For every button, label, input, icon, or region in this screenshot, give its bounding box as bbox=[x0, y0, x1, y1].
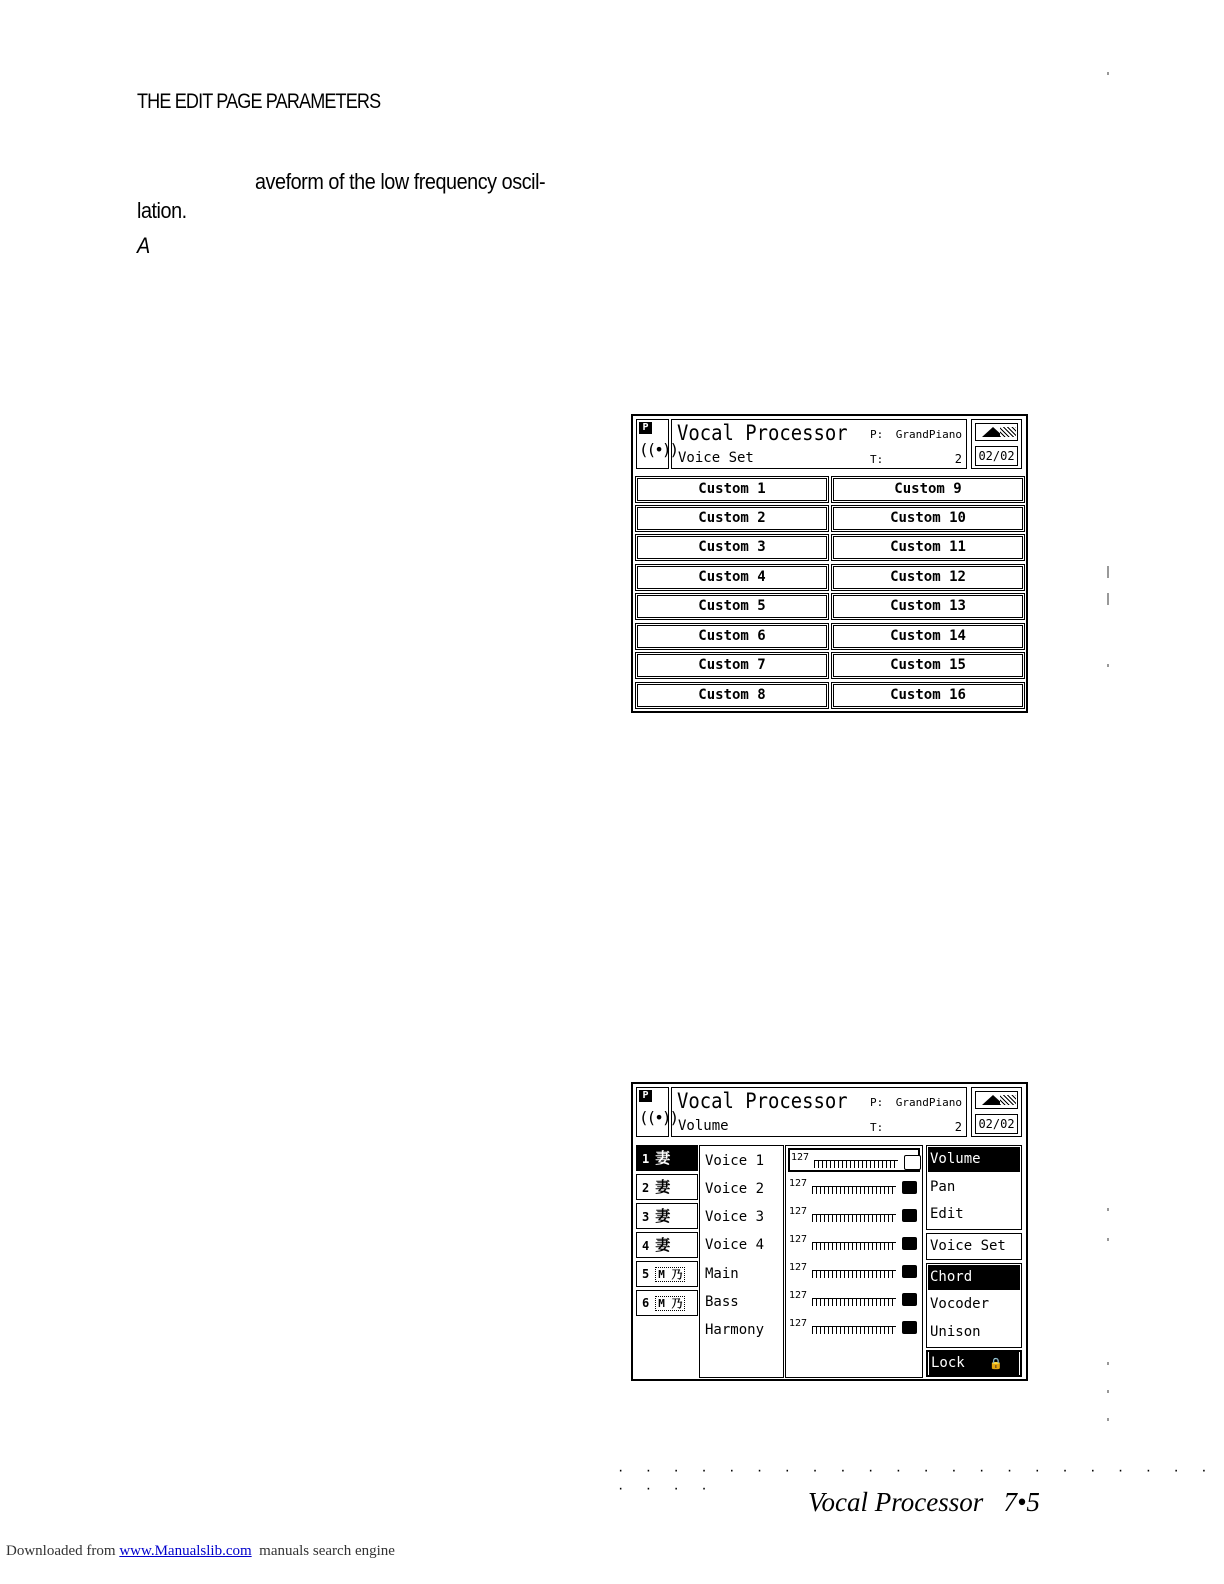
mode-menu bbox=[926, 1263, 1022, 1348]
page-subtitle: Volume bbox=[678, 1118, 729, 1134]
performance-value: GrandPiano bbox=[895, 1096, 962, 1109]
slider-scale bbox=[812, 1270, 896, 1278]
lock-label-row bbox=[929, 1352, 1019, 1375]
custom-button[interactable]: Custom 13 bbox=[831, 593, 1025, 620]
lcd-screen-volume bbox=[631, 1082, 1028, 1381]
performance-label: P: bbox=[870, 1096, 884, 1109]
edge-mark bbox=[1107, 72, 1109, 75]
download-prefix: Downloaded from bbox=[6, 1543, 120, 1559]
vocal-waves-icon: ((•)) bbox=[639, 1108, 678, 1127]
menu-item-pan[interactable]: Pan bbox=[930, 1179, 956, 1195]
volume-sliders bbox=[785, 1145, 923, 1378]
volume-slider[interactable] bbox=[788, 1148, 920, 1172]
main-track-icon: M 乃 bbox=[655, 1267, 685, 1282]
track-button[interactable] bbox=[636, 1232, 698, 1258]
custom-button[interactable]: Custom 9 bbox=[831, 476, 1025, 503]
track-button[interactable] bbox=[636, 1145, 698, 1171]
track-number: 6 bbox=[642, 1296, 650, 1310]
download-suffix: manuals search engine bbox=[251, 1543, 395, 1559]
lock-label: Lock bbox=[931, 1355, 965, 1371]
custom-button[interactable]: Custom 12 bbox=[831, 564, 1025, 591]
display-logo bbox=[636, 419, 678, 469]
edge-mark bbox=[1107, 593, 1109, 605]
manualslib-link[interactable]: www.Manualslib.com bbox=[119, 1543, 252, 1559]
p-badge: P bbox=[639, 422, 652, 434]
page-footer: Vocal Processor 7•5 bbox=[808, 1487, 1040, 1517]
channel-names bbox=[699, 1145, 784, 1378]
lock-icon: 🔒 bbox=[989, 1357, 1003, 1370]
slider-knob[interactable] bbox=[902, 1265, 917, 1278]
slider-scale bbox=[812, 1214, 896, 1222]
vocal-waves-icon: ((•)) bbox=[639, 440, 678, 459]
custom-button[interactable]: Custom 8 bbox=[635, 682, 829, 709]
slider-scale bbox=[812, 1186, 896, 1194]
custom-button[interactable]: Custom 1 bbox=[635, 476, 829, 503]
custom-button[interactable]: Custom 16 bbox=[831, 682, 1025, 709]
volume-value: 127 bbox=[789, 1262, 808, 1273]
voice-track-icon: 妻 bbox=[655, 1236, 671, 1254]
display-header bbox=[671, 1087, 967, 1137]
lcd-screen-voice-set bbox=[631, 414, 1028, 713]
custom-button[interactable]: Custom 14 bbox=[831, 623, 1025, 650]
custom-button[interactable]: Custom 11 bbox=[831, 534, 1025, 561]
channel-name: Voice 1 bbox=[705, 1153, 765, 1169]
slider-scale bbox=[814, 1160, 898, 1168]
track-label: T: bbox=[870, 1121, 884, 1134]
voice-set-button[interactable] bbox=[926, 1233, 1022, 1260]
page-title: Vocal Processor bbox=[677, 421, 848, 445]
channel-name: Voice 3 bbox=[705, 1209, 765, 1225]
display-logo bbox=[636, 1087, 678, 1137]
edge-mark bbox=[1107, 1362, 1109, 1365]
custom-button[interactable]: Custom 4 bbox=[635, 564, 829, 591]
volume-slider[interactable] bbox=[788, 1260, 920, 1284]
voice-track-icon: 妻 bbox=[655, 1178, 671, 1196]
p-badge: P bbox=[639, 1090, 652, 1102]
custom-button[interactable]: Custom 7 bbox=[635, 652, 829, 679]
volume-slider[interactable] bbox=[788, 1204, 920, 1228]
edge-mark bbox=[1107, 1208, 1109, 1211]
volume-slider[interactable] bbox=[788, 1232, 920, 1256]
download-credit bbox=[6, 1543, 395, 1560]
page-navigator[interactable] bbox=[971, 419, 1022, 469]
menu-item-edit[interactable]: Edit bbox=[930, 1206, 964, 1222]
track-number: 2 bbox=[642, 1181, 650, 1195]
track-button[interactable] bbox=[636, 1203, 698, 1229]
volume-value: 127 bbox=[789, 1178, 808, 1189]
main-track-icon: M 乃 bbox=[655, 1296, 685, 1311]
track-number: 1 bbox=[642, 1152, 650, 1166]
edge-mark bbox=[1107, 1418, 1109, 1421]
page-title: Vocal Processor bbox=[677, 1089, 848, 1113]
volume-slider[interactable] bbox=[788, 1316, 920, 1340]
edge-mark bbox=[1107, 566, 1109, 578]
performance-value: GrandPiano bbox=[895, 428, 962, 441]
track-number: 4 bbox=[642, 1239, 650, 1253]
performance-label: P: bbox=[870, 428, 884, 441]
edge-mark bbox=[1107, 1238, 1109, 1241]
slider-knob[interactable] bbox=[902, 1181, 917, 1194]
voice-set-label: Voice Set bbox=[930, 1238, 1006, 1254]
slider-scale bbox=[812, 1298, 896, 1306]
volume-slider[interactable] bbox=[788, 1288, 920, 1312]
custom-button[interactable]: Custom 5 bbox=[635, 593, 829, 620]
volume-value: 127 bbox=[789, 1206, 808, 1217]
track-button[interactable] bbox=[636, 1261, 698, 1287]
channel-name: Main bbox=[705, 1266, 739, 1282]
track-value: 2 bbox=[954, 452, 962, 466]
edge-mark bbox=[1107, 1390, 1109, 1393]
slider-scale bbox=[812, 1326, 896, 1334]
slider-knob[interactable] bbox=[904, 1155, 921, 1170]
body-text-line: lation. bbox=[137, 198, 187, 223]
page-up-icon[interactable] bbox=[975, 423, 1018, 441]
page-up-icon[interactable] bbox=[975, 1091, 1018, 1109]
slider-knob[interactable] bbox=[902, 1321, 917, 1334]
slider-knob[interactable] bbox=[902, 1209, 917, 1222]
page-navigator[interactable] bbox=[971, 1087, 1022, 1137]
slider-knob[interactable] bbox=[902, 1293, 917, 1306]
page-indicator: 02/02 bbox=[975, 446, 1018, 466]
custom-button[interactable]: Custom 6 bbox=[635, 623, 829, 650]
custom-button[interactable]: Custom 3 bbox=[635, 534, 829, 561]
custom-button[interactable]: Custom 2 bbox=[635, 505, 829, 532]
edge-mark bbox=[1107, 664, 1109, 667]
volume-value: 127 bbox=[791, 1152, 810, 1163]
channel-name: Harmony bbox=[705, 1322, 765, 1338]
footer-dots: · · · · · · · · · · · · · · · · · · · · · · · · · · bbox=[618, 1462, 1216, 1497]
lock-button[interactable] bbox=[926, 1350, 1022, 1377]
volume-value: 127 bbox=[789, 1234, 808, 1245]
track-value: 2 bbox=[954, 1120, 962, 1134]
custom-button[interactable]: Custom 15 bbox=[831, 652, 1025, 679]
body-text-line: A bbox=[137, 233, 150, 258]
menu-item-vocoder[interactable]: Vocoder bbox=[930, 1296, 990, 1312]
slider-knob[interactable] bbox=[902, 1237, 917, 1250]
page-indicator: 02/02 bbox=[975, 1114, 1018, 1134]
menu-item-volume[interactable]: Volume bbox=[928, 1147, 1020, 1172]
voice-track-icon: 妻 bbox=[655, 1207, 671, 1225]
parameter-menu bbox=[926, 1145, 1022, 1230]
body-text-line: aveform of the low frequency oscil- bbox=[255, 169, 546, 194]
track-button[interactable] bbox=[636, 1174, 698, 1200]
slider-scale bbox=[812, 1242, 896, 1250]
custom-button[interactable]: Custom 10 bbox=[831, 505, 1025, 532]
channel-name: Voice 2 bbox=[705, 1181, 765, 1197]
volume-slider[interactable] bbox=[788, 1176, 920, 1200]
track-number: 5 bbox=[642, 1267, 650, 1281]
track-button[interactable] bbox=[636, 1290, 698, 1316]
menu-item-unison[interactable]: Unison bbox=[930, 1324, 981, 1340]
page-subtitle: Voice Set bbox=[678, 450, 754, 466]
section-title: THE EDIT PAGE PARAMETERS bbox=[137, 90, 381, 113]
volume-value: 127 bbox=[789, 1318, 808, 1329]
track-label: T: bbox=[870, 453, 884, 466]
volume-value: 127 bbox=[789, 1290, 808, 1301]
voice-track-icon: 妻 bbox=[655, 1149, 671, 1167]
channel-name: Voice 4 bbox=[705, 1237, 765, 1253]
display-header bbox=[671, 419, 967, 469]
menu-item-chord[interactable]: Chord bbox=[928, 1265, 1020, 1290]
channel-name: Bass bbox=[705, 1294, 739, 1310]
track-number: 3 bbox=[642, 1210, 650, 1224]
